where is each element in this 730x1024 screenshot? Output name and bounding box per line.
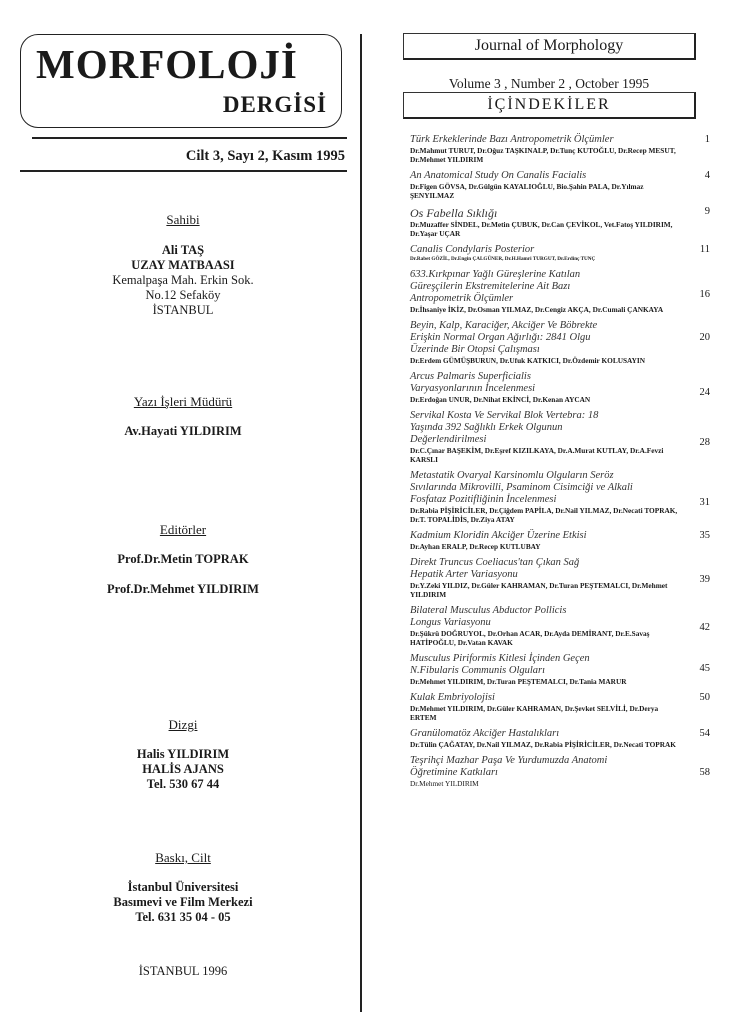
title-box (20, 34, 342, 128)
page-number: 50 (699, 692, 710, 703)
article-title: Canalis Condylaris Posterior (410, 244, 535, 255)
article-authors: Dr.Erdoğan UNUR, Dr.Nihat EKİNCİ, Dr.Kenan AYCAN (410, 395, 591, 404)
editor-name: Prof.Dr.Metin TOPRAK (117, 552, 249, 566)
editor-name: Prof.Dr.Mehmet YILDIRIM (107, 582, 259, 596)
article-title: An Anatomical Study On Canalis Facialis (410, 170, 587, 181)
article-authors: Dr.Ayhan ERALP, Dr.Recep KUTLUBAY (410, 542, 541, 551)
table-of-contents (410, 134, 710, 794)
owner-heading: Sahibi (166, 212, 200, 227)
page-number: 39 (699, 574, 710, 585)
manager-name: Av.Hayati YILDIRIM (124, 424, 242, 438)
printer-name: İstanbul Üniversitesi (127, 880, 239, 894)
volume-info: Volume 3 , Number 2 , October 1995 (448, 76, 650, 91)
toc-entry[interactable] (410, 244, 710, 263)
article-authors: Dr.Şükrü DOĞRUYOL, Dr.Orhan ACAR, Dr.Ayda DEMİRANT, Dr.E.Savaş HATİPOĞLU, Dr.Vatan KAVAK (410, 629, 650, 647)
article-authors: Dr.Tülin ÇAĞATAY, Dr.Nail YILMAZ, Dr.Rabia PİŞİRİCİLER, Dr.Necati TOPRAK (410, 740, 676, 749)
typesetter-company: HALİS AJANS (142, 762, 224, 776)
page-number: 11 (699, 244, 710, 255)
toc-entry[interactable] (410, 755, 710, 788)
toc-entry[interactable] (410, 320, 710, 365)
place-year: İSTANBUL 1996 (138, 964, 228, 978)
page-number: 58 (699, 767, 710, 778)
article-title: Servikal Kosta Ve Servikal Blok Vertebra: 18 Yaşında 392 Sağlıklı Erkek Olgunun Değerlendirilmesi (410, 410, 599, 445)
page-number: 1 (704, 134, 710, 145)
owner-section (28, 212, 338, 318)
article-title: Direkt Truncus Coeliacus'tan Çıkan Sağ Hepatik Arter Variasyonu (410, 557, 580, 580)
article-authors: Dr.Erdem GÜMÜŞBURUN, Dr.Ufuk KATKICI, Dr.Özdemir KOLUSAYIN (410, 356, 646, 365)
page-number: 16 (699, 289, 710, 300)
printing-heading: Baskı, Cilt (155, 850, 211, 865)
contents-column (370, 0, 715, 1024)
typesetter-name: Halis YILDIRIM (136, 747, 230, 761)
printer-name: Basımevi ve Film Merkezi (113, 895, 253, 909)
article-authors: Dr.Muzaffer SİNDEL, Dr.Metin ÇUBUK, Dr.Can ÇEVİKOL, Vet.Fatoş YILDIRIM, Dr.Yaşar UÇAR (410, 220, 673, 238)
typesetting-heading: Dizgi (168, 717, 198, 732)
toc-entry[interactable] (410, 557, 710, 599)
toc-entry[interactable] (410, 470, 710, 524)
article-authors: Dr.Rabia PİŞİRİCİLER, Dr.Çiğdem PAPİLA, Dr.Nail YILMAZ, Dr.Necati TOPRAK, Dr.T. TOPALİDİS, Dr.Ziya ATAY (410, 506, 678, 524)
toc-entry[interactable] (410, 410, 710, 464)
article-title: Metastatik Ovaryal Karsinomlu Olguların Seröz Sıvılarında Mikrovilli, Psaminom Cisimciği ve Alkali Fosfataz Pozitifliğinin İncelenmesi (410, 470, 633, 505)
page-number: 9 (704, 206, 710, 217)
page-number: 45 (699, 663, 710, 674)
toc-entry[interactable] (410, 653, 710, 686)
article-authors: Dr.İhsaniye İKİZ, Dr.Osman YILMAZ, Dr.Cengiz AKÇA, Dr.Cumali ÇANKAYA (410, 305, 664, 314)
article-authors: Dr.Mehmet YILDIRIM, Dr.Turan PEŞTEMALCI, Dr.Tania MARUR (410, 677, 627, 686)
page-number: 42 (699, 622, 710, 633)
issue-info: Cilt 3, Sayı 2, Kasım 1995 (185, 148, 345, 164)
editors-section (28, 522, 338, 597)
article-title: Beyin, Kalp, Karaciğer, Akciğer Ve Böbrekte Erişkin Normal Organ Ağırlığı: 2841 Olgu Üzerinde Bir Otopsi Çalışması (410, 320, 598, 355)
article-title: Teşrihçi Mazhar Paşa Ve Yurdumuzda Anatomi Öğretimine Katkıları (410, 755, 608, 778)
article-title: 633.Kırkpınar Yağlı Güreşlerine Katılan Güreşçilerin Ekstremitelerine Ait Bazı Antropometrik Ölçümler (410, 269, 581, 304)
masthead-column (0, 0, 360, 1024)
printing-section (28, 850, 338, 925)
journal-english-title: Journal of Morphology (403, 33, 696, 60)
article-title: Türk Erkeklerinde Bazı Antropometrik Ölçümler (410, 134, 614, 145)
toc-entry[interactable] (410, 605, 710, 647)
toc-entry[interactable] (410, 170, 710, 200)
owner-address-line: No.12 Sefaköy (145, 288, 221, 302)
owner-name: Ali TAŞ (161, 243, 205, 257)
typesetting-section (28, 717, 338, 792)
toc-entry[interactable] (410, 371, 710, 404)
toc-entry[interactable] (410, 269, 710, 314)
article-authors: Dr.Mehmet YILDIRIM, Dr.Güler KAHRAMAN, Dr.Şevket SELVİLİ, Dr.Derya ERTEM (410, 704, 659, 722)
article-title: Granülomatöz Akciğer Hastalıkları (410, 728, 560, 739)
toc-entry[interactable] (410, 530, 710, 551)
article-title: Os Fabella Sıklığı (410, 206, 498, 220)
toc-entry[interactable] (410, 206, 710, 238)
article-title: Bilateral Musculus Abductor Pollicis Longus Variasyonu (410, 605, 567, 628)
page-number: 4 (704, 170, 710, 181)
article-authors: Dr.Mehmet YILDIRIM (410, 779, 479, 788)
article-title: Kadmium Kloridin Akciğer Üzerine Etkisi (410, 530, 587, 541)
page-number: 54 (699, 728, 710, 739)
page-number: 31 (699, 497, 710, 508)
column-divider (360, 34, 362, 1012)
article-authors: Dr.Mahmut TURUT, Dr.Oğuz TAŞKINALP, Dr.Tunç KUTOĞLU, Dr.Recep MESUT, Dr.Mehmet YILDIRIM (410, 146, 676, 164)
page-number: 28 (699, 437, 710, 448)
manager-heading: Yazı İşleri Müdürü (133, 394, 233, 409)
owner-company: UZAY MATBAASI (131, 258, 235, 272)
article-authors: Dr.Rabet GÖZİL, Dr.Engin ÇALGÜNER, Dr.H.Hamri TURGUT, Dr.Erdinç TUNÇ (410, 256, 596, 262)
divider-rule (32, 137, 347, 139)
article-title: Kulak Embriyolojisi (410, 692, 495, 703)
editors-heading: Editörler (159, 522, 207, 537)
divider-rule (20, 170, 347, 172)
owner-city: İSTANBUL (152, 303, 214, 317)
journal-subtitle: DERGİSİ (222, 92, 327, 117)
typesetter-phone: Tel. 530 67 44 (146, 777, 220, 791)
toc-entry[interactable] (410, 134, 710, 164)
article-authors: Dr.C.Çınar BAŞEKİM, Dr.Eşref KIZILKAYA, Dr.A.Murat KUTLAY, Dr.A.Fevzi KARSLI (410, 446, 664, 464)
journal-title: MORFOLOJİ (36, 41, 298, 87)
toc-entry[interactable] (410, 728, 710, 749)
page-number: 24 (699, 387, 710, 398)
page-number: 20 (699, 332, 710, 343)
owner-address-line: Kemalpaşa Mah. Erkin Sok. (112, 273, 254, 287)
toc-entry[interactable] (410, 692, 710, 722)
article-title: Arcus Palmaris Superficialis Varyasyonlarının İncelenmesi (410, 371, 536, 394)
article-authors: Dr.Y.Zeki YILDIZ, Dr.Güler KAHRAMAN, Dr.Turan PEŞTEMALCI, Dr.Mehmet YILDIRIM (410, 581, 668, 599)
article-authors: Dr.Figen GÖVSA, Dr.Gülgün KAYALIOĞLU, Bio.Şahin PALA, Dr.Yılmaz ŞENYILMAZ (410, 182, 644, 200)
printer-phone: Tel. 631 35 04 - 05 (135, 910, 231, 924)
article-title: Musculus Piriformis Kitlesi İçinden Geçen N.Fibularis Communis Olguları (410, 653, 590, 676)
manager-section (28, 394, 338, 439)
page-number: 35 (699, 530, 710, 541)
contents-heading: İÇİNDEKİLER (403, 92, 696, 119)
